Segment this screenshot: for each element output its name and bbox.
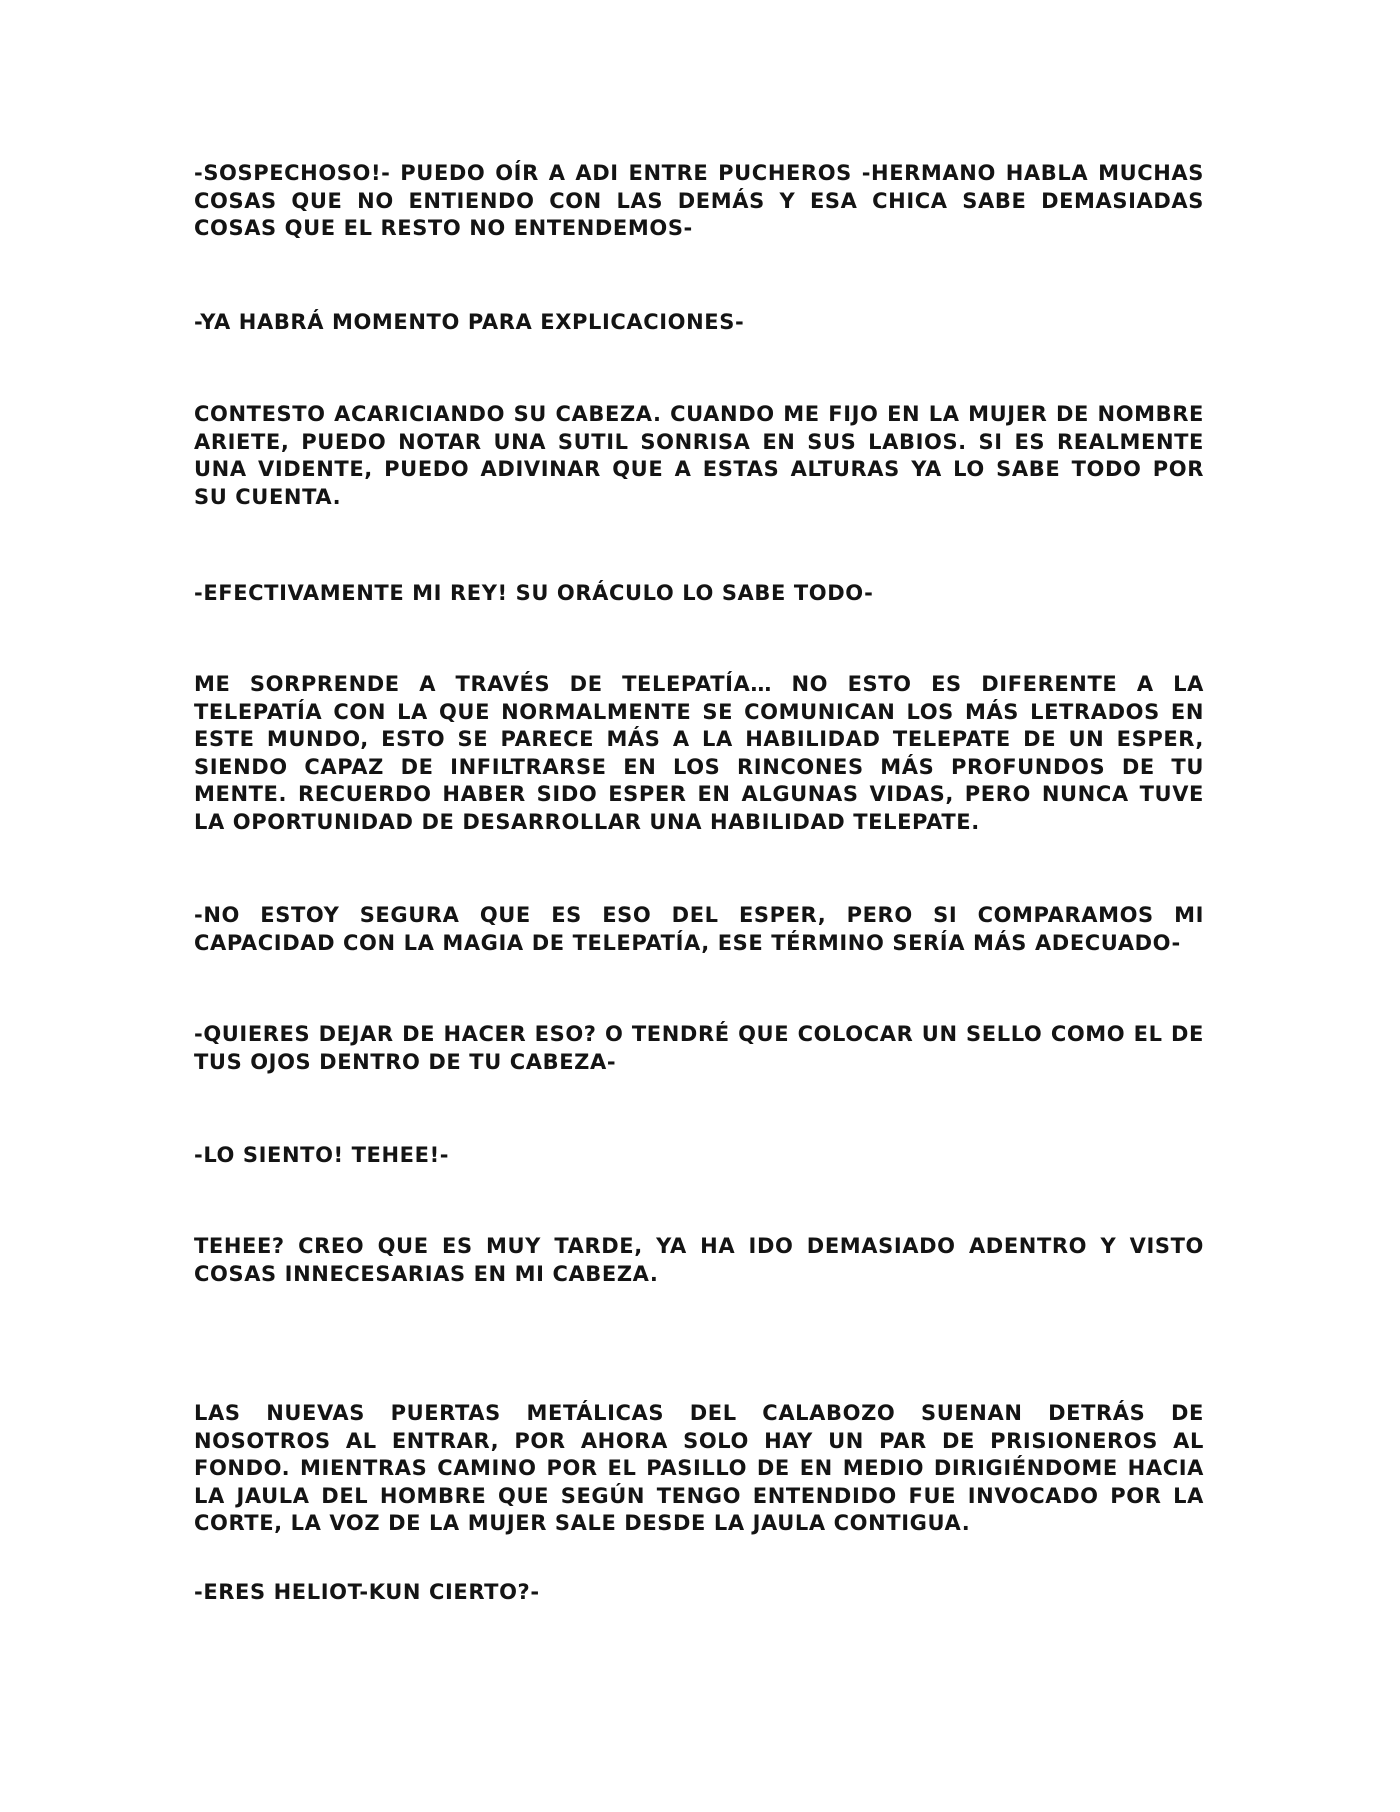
- paragraph-10: LAS NUEVAS PUERTAS METÁLICAS DEL CALABOZO SUENAN DETRÁS DE NOSOTROS AL ENTRAR, POR AHORA SOLO HAY UN PAR DE PRISIONEROS AL FONDO. MIENTRAS CAMINO POR EL PASILLO DE EN MEDIO DIRIGIÉNDOME HACIA LA JAULA DEL HOMBRE QUE SEGÚN TENGO ENTENDIDO FUE INVOCADO POR LA CORTE, LA VOZ DE LA MUJER SALE DESDE LA JAULA CONTIGUA.: [194, 1401, 1204, 1536]
- paragraph-3: CONTESTO ACARICIANDO SU CABEZA. CUANDO ME FIJO EN LA MUJER DE NOMBRE ARIETE, PUEDO NOTAR UNA SUTIL SONRISA EN SUS LABIOS. SI ES REALMENTE UNA VIDENTE, PUEDO ADIVINAR QUE A ESTAS ALTURAS YA LO SABE TODO POR SU CUENTA.: [194, 402, 1204, 509]
- paragraph-1: -SOSPECHOSO!- PUEDO OÍR A ADI ENTRE PUCHEROS -HERMANO HABLA MUCHAS COSAS QUE NO ENTIENDO CON LAS DEMÁS Y ESA CHICA SABE DEMASIADAS COSAS QUE EL RESTO NO ENTENDEMOS-: [194, 161, 1204, 241]
- paragraph-4: -EFECTIVAMENTE MI REY! SU ORÁCULO LO SABE TODO-: [194, 581, 874, 605]
- paragraph-2: -YA HABRÁ MOMENTO PARA EXPLICACIONES-: [194, 310, 745, 334]
- paragraph-7: -QUIERES DEJAR DE HACER ESO? O TENDRÉ QUE COLOCAR UN SELLO COMO EL DE TUS OJOS DENTRO DE TU CABEZA-: [194, 1022, 1204, 1074]
- paragraph-5: ME SORPRENDE A TRAVÉS DE TELEPATÍA… NO ESTO ES DIFERENTE A LA TELEPATÍA CON LA QUE NORMALMENTE SE COMUNICAN LOS MÁS LETRADOS EN ESTE MUNDO, ESTO SE PARECE MÁS A LA HABILIDAD TELEPATE DE UN ESPER, SIENDO CAPAZ DE INFILTRARSE EN LOS RINCONES MÁS PROFUNDOS DE TU MENTE. RECUERDO HABER SIDO ESPER EN ALGUNAS VIDAS, PERO NUNCA TUVE LA OPORTUNIDAD DE DESARROLLAR UNA HABILIDAD TELEPATE.: [194, 672, 1204, 834]
- paragraph-11: -ERES HELIOT-KUN CIERTO?-: [194, 1580, 540, 1604]
- paragraph-6: -NO ESTOY SEGURA QUE ES ESO DEL ESPER, PERO SI COMPARAMOS MI CAPACIDAD CON LA MAGIA DE TELEPATÍA, ESE TÉRMINO SERÍA MÁS ADECUADO-: [194, 903, 1204, 955]
- paragraph-8: -LO SIENTO! TEHEE!-: [194, 1143, 450, 1167]
- paragraph-9: TEHEE? CREO QUE ES MUY TARDE, YA HA IDO DEMASIADO ADENTRO Y VISTO COSAS INNECESARIAS EN MI CABEZA.: [194, 1234, 1204, 1286]
